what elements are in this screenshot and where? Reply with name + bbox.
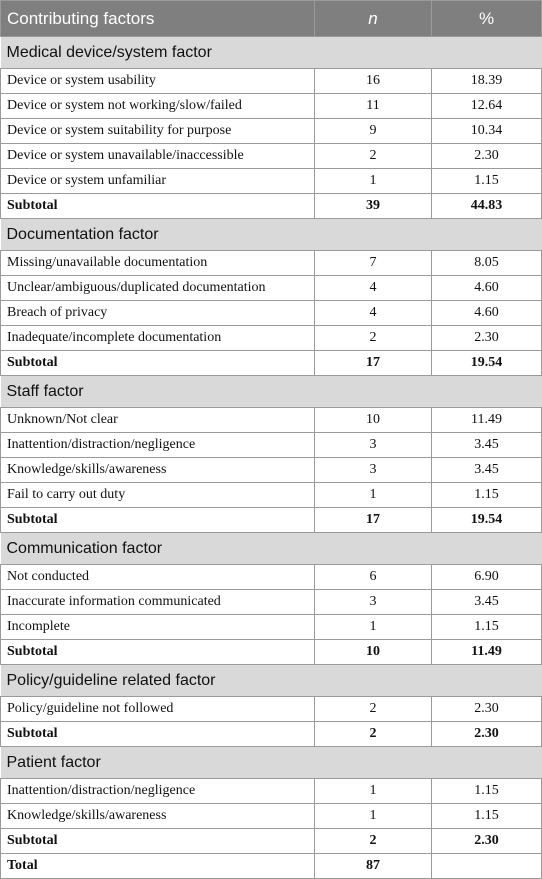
subtotal-label: Subtotal bbox=[1, 640, 315, 665]
section-header-row bbox=[1, 37, 542, 69]
table-row bbox=[1, 69, 542, 94]
section-header-row bbox=[1, 376, 542, 408]
factor-n: 3 bbox=[315, 590, 432, 615]
table-row bbox=[1, 408, 542, 433]
factor-n: 2 bbox=[315, 144, 432, 169]
subtotal-n: 2 bbox=[315, 722, 432, 747]
table-row bbox=[1, 119, 542, 144]
factor-label: Unclear/ambiguous/duplicated documentation bbox=[1, 276, 315, 301]
factor-label: Incomplete bbox=[1, 615, 315, 640]
table-row bbox=[1, 615, 542, 640]
subtotal-label: Subtotal bbox=[1, 829, 315, 854]
factor-label: Device or system not working/slow/failed bbox=[1, 94, 315, 119]
subtotal-row bbox=[1, 194, 542, 219]
factor-percent: 11.49 bbox=[432, 408, 542, 433]
section-title: Documentation factor bbox=[1, 219, 542, 251]
factor-label: Device or system usability bbox=[1, 69, 315, 94]
factor-n: 9 bbox=[315, 119, 432, 144]
factor-percent: 2.30 bbox=[432, 326, 542, 351]
factor-label: Fail to carry out duty bbox=[1, 483, 315, 508]
table-row bbox=[1, 565, 542, 590]
subtotal-n: 17 bbox=[315, 351, 432, 376]
factor-n: 10 bbox=[315, 408, 432, 433]
factor-label: Missing/unavailable documentation bbox=[1, 251, 315, 276]
factor-label: Device or system suitability for purpose bbox=[1, 119, 315, 144]
table-row bbox=[1, 697, 542, 722]
factor-percent: 4.60 bbox=[432, 301, 542, 326]
header-contributing-factors: Contributing factors bbox=[1, 1, 315, 37]
factor-percent: 8.05 bbox=[432, 251, 542, 276]
subtotal-label: Subtotal bbox=[1, 351, 315, 376]
factor-n: 1 bbox=[315, 169, 432, 194]
factor-percent: 2.30 bbox=[432, 144, 542, 169]
table-row bbox=[1, 433, 542, 458]
table-row bbox=[1, 144, 542, 169]
factor-n: 3 bbox=[315, 433, 432, 458]
table-row bbox=[1, 169, 542, 194]
factor-percent: 2.30 bbox=[432, 697, 542, 722]
subtotal-n: 39 bbox=[315, 194, 432, 219]
factor-percent: 10.34 bbox=[432, 119, 542, 144]
subtotal-row bbox=[1, 640, 542, 665]
factor-percent: 18.39 bbox=[432, 69, 542, 94]
factor-percent: 3.45 bbox=[432, 590, 542, 615]
subtotal-row bbox=[1, 829, 542, 854]
subtotal-n: 2 bbox=[315, 829, 432, 854]
subtotal-percent: 44.83 bbox=[432, 194, 542, 219]
subtotal-row bbox=[1, 351, 542, 376]
factor-label: Unknown/Not clear bbox=[1, 408, 315, 433]
subtotal-percent: 19.54 bbox=[432, 351, 542, 376]
factor-label: Inattention/distraction/negligence bbox=[1, 433, 315, 458]
table-row bbox=[1, 483, 542, 508]
factor-n: 7 bbox=[315, 251, 432, 276]
factor-percent: 1.15 bbox=[432, 483, 542, 508]
factor-percent: 6.90 bbox=[432, 565, 542, 590]
factor-n: 11 bbox=[315, 94, 432, 119]
section-header-row bbox=[1, 665, 542, 697]
total-n: 87 bbox=[315, 854, 432, 879]
factor-percent: 4.60 bbox=[432, 276, 542, 301]
subtotal-percent: 11.49 bbox=[432, 640, 542, 665]
factor-percent: 12.64 bbox=[432, 94, 542, 119]
header-n: n bbox=[315, 1, 432, 37]
table-body bbox=[1, 37, 542, 879]
factor-label: Inattention/distraction/negligence bbox=[1, 779, 315, 804]
subtotal-n: 10 bbox=[315, 640, 432, 665]
header-row bbox=[1, 1, 542, 37]
factor-percent: 1.15 bbox=[432, 804, 542, 829]
section-title: Policy/guideline related factor bbox=[1, 665, 542, 697]
table-row bbox=[1, 94, 542, 119]
table-row bbox=[1, 276, 542, 301]
factor-n: 16 bbox=[315, 69, 432, 94]
subtotal-percent: 2.30 bbox=[432, 722, 542, 747]
subtotal-n: 17 bbox=[315, 508, 432, 533]
section-title: Medical device/system factor bbox=[1, 37, 542, 69]
table-row bbox=[1, 326, 542, 351]
factor-percent: 3.45 bbox=[432, 433, 542, 458]
factor-n: 3 bbox=[315, 458, 432, 483]
factor-n: 1 bbox=[315, 483, 432, 508]
factor-percent: 1.15 bbox=[432, 779, 542, 804]
table-row bbox=[1, 804, 542, 829]
factor-n: 6 bbox=[315, 565, 432, 590]
factor-percent: 1.15 bbox=[432, 169, 542, 194]
factor-percent: 1.15 bbox=[432, 615, 542, 640]
subtotal-row bbox=[1, 508, 542, 533]
factor-percent: 3.45 bbox=[432, 458, 542, 483]
factor-n: 1 bbox=[315, 779, 432, 804]
subtotal-percent: 19.54 bbox=[432, 508, 542, 533]
section-header-row bbox=[1, 747, 542, 779]
factor-label: Knowledge/skills/awareness bbox=[1, 804, 315, 829]
factor-label: Inaccurate information communicated bbox=[1, 590, 315, 615]
factor-label: Inadequate/incomplete documentation bbox=[1, 326, 315, 351]
factor-n: 1 bbox=[315, 615, 432, 640]
header-percent: % bbox=[432, 1, 542, 37]
table-row bbox=[1, 251, 542, 276]
subtotal-label: Subtotal bbox=[1, 722, 315, 747]
factor-n: 2 bbox=[315, 326, 432, 351]
factor-label: Breach of privacy bbox=[1, 301, 315, 326]
table-row bbox=[1, 779, 542, 804]
factor-label: Device or system unavailable/inaccessible bbox=[1, 144, 315, 169]
factor-n: 4 bbox=[315, 301, 432, 326]
section-title: Staff factor bbox=[1, 376, 542, 408]
factor-label: Policy/guideline not followed bbox=[1, 697, 315, 722]
section-header-row bbox=[1, 219, 542, 251]
table-row bbox=[1, 458, 542, 483]
factor-label: Not conducted bbox=[1, 565, 315, 590]
subtotal-percent: 2.30 bbox=[432, 829, 542, 854]
table-row bbox=[1, 301, 542, 326]
factor-label: Device or system unfamiliar bbox=[1, 169, 315, 194]
subtotal-label: Subtotal bbox=[1, 194, 315, 219]
factor-n: 2 bbox=[315, 697, 432, 722]
total-label: Total bbox=[1, 854, 315, 879]
section-title: Patient factor bbox=[1, 747, 542, 779]
subtotal-row bbox=[1, 722, 542, 747]
section-header-row bbox=[1, 533, 542, 565]
subtotal-label: Subtotal bbox=[1, 508, 315, 533]
section-title: Communication factor bbox=[1, 533, 542, 565]
factor-n: 4 bbox=[315, 276, 432, 301]
factor-n: 1 bbox=[315, 804, 432, 829]
factor-label: Knowledge/skills/awareness bbox=[1, 458, 315, 483]
table-row bbox=[1, 590, 542, 615]
